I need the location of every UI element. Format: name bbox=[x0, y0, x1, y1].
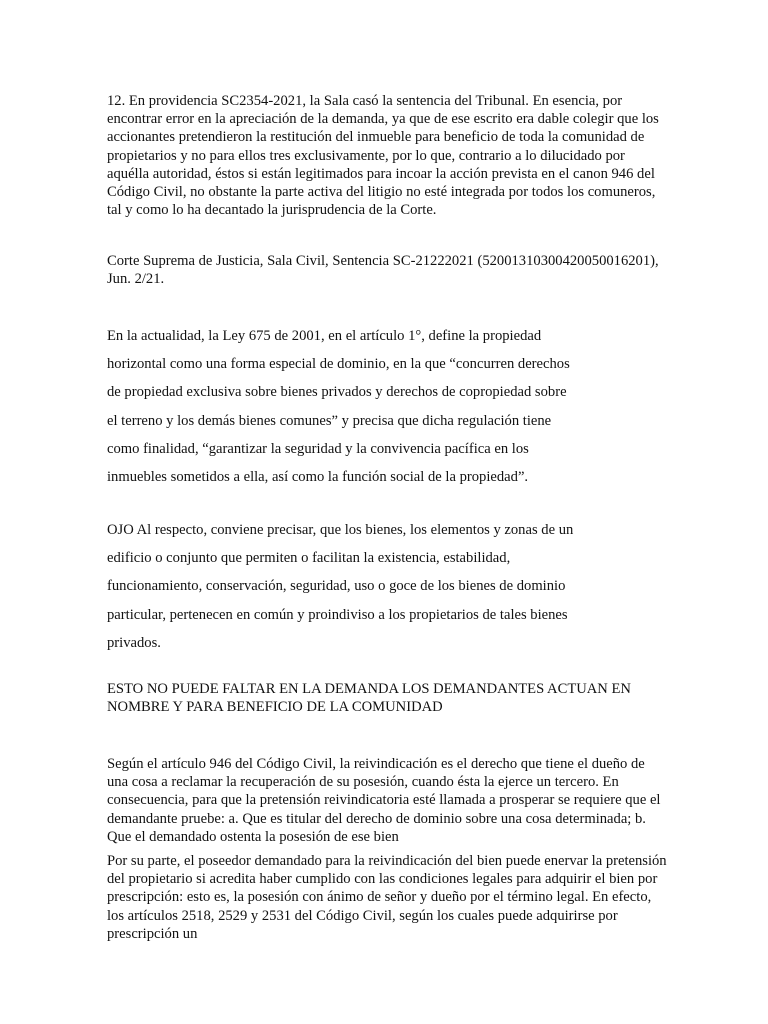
paragraph-ley-675 bbox=[107, 327, 667, 496]
text-line: de propiedad exclusiva sobre bienes privados y derechos de copropiedad sobre bbox=[107, 384, 567, 401]
text-line: particular, pertenecen en común y proindiviso a los propietarios de tales bienes bbox=[107, 606, 568, 623]
text-line: En la actualidad, la Ley 675 de 2001, en el artículo 1°, define la propiedad bbox=[107, 328, 542, 344]
paragraph-citation: Corte Suprema de Justicia, Sala Civil, Sentencia SC-21222021 (52001310300420050016201), Jun. 2/21. bbox=[107, 253, 659, 288]
paragraph-poseedor: Por su parte, el poseedor demandado para la reivindicación del bien puede enervar la pretensión del propietario si acredita haber cumplido con las condiciones legales para adquirir el bien por prescripción: esto es, la posesión con ánimo de señor y dueño por el término legal. En efecto, los artículos 2518, 2529 y 2531 del Código Civil, según los cuales puede adquirirse por prescripción un bbox=[107, 853, 667, 942]
paragraph-ojo bbox=[107, 521, 667, 662]
text-line: como finalidad, “garantizar la seguridad y la convivencia pacífica en los bbox=[107, 440, 529, 457]
text-line: horizontal como una forma especial de dominio, en la que “concurren derechos bbox=[107, 356, 570, 373]
text-line: el terreno y los demás bienes comunes” y precisa que dicha regulación tiene bbox=[107, 412, 552, 429]
text-line: edificio o conjunto que permiten o facilitan la existencia, estabilidad, bbox=[107, 550, 511, 567]
text-line: funcionamiento, conservación, seguridad, uso o goce de los bienes de dominio bbox=[107, 578, 566, 595]
text-line: privados. bbox=[107, 634, 161, 651]
text-line: inmuebles sometidos a ella, así como la función social de la propiedad”. bbox=[107, 468, 529, 485]
paragraph-providencia: 12. En providencia SC2354-2021, la Sala casó la sentencia del Tribunal. En esencia, por encontrar error en la apreciación de la demanda, ya que de ese escrito era dable colegir que los accionantes pretendieron la restitución del inmueble para beneficio de toda la comunidad de propietarios y no para ellos tres exclusivamente, por lo que, contrario a lo dilucidado por aquélla autoridad, éstos si están legitimados para incoar la acción prevista en el canon 946 del Código Civil, no obstante la parte activa del litigio no esté integrada por todos los comuneros, tal y como lo ha decantado la jurisprudencia de la Corte. bbox=[107, 93, 659, 219]
paragraph-articulo-946: Según el artículo 946 del Código Civil, la reivindicación es el derecho que tiene el dueño de una cosa a reclamar la recuperación de su posesión, cuando ésta la ejerce un tercero. En consecuencia, para que la pretensión reivindicatoria esté llamada a prosperar se requiere que el demandante pruebe: a. Que es titular del derecho de dominio sobre una cosa determinada; b. Que el demandado ostenta la posesión de ese bien bbox=[107, 756, 661, 845]
heading-uppercase-note: ESTO NO PUEDE FALTAR EN LA DEMANDA LOS DEMANDANTES ACTUAN EN NOMBRE Y PARA BENEFICIO DE LA COMUNIDAD bbox=[107, 681, 631, 716]
text-line: OJO Al respecto, conviene precisar, que los bienes, los elementos y zonas de un bbox=[107, 522, 574, 538]
